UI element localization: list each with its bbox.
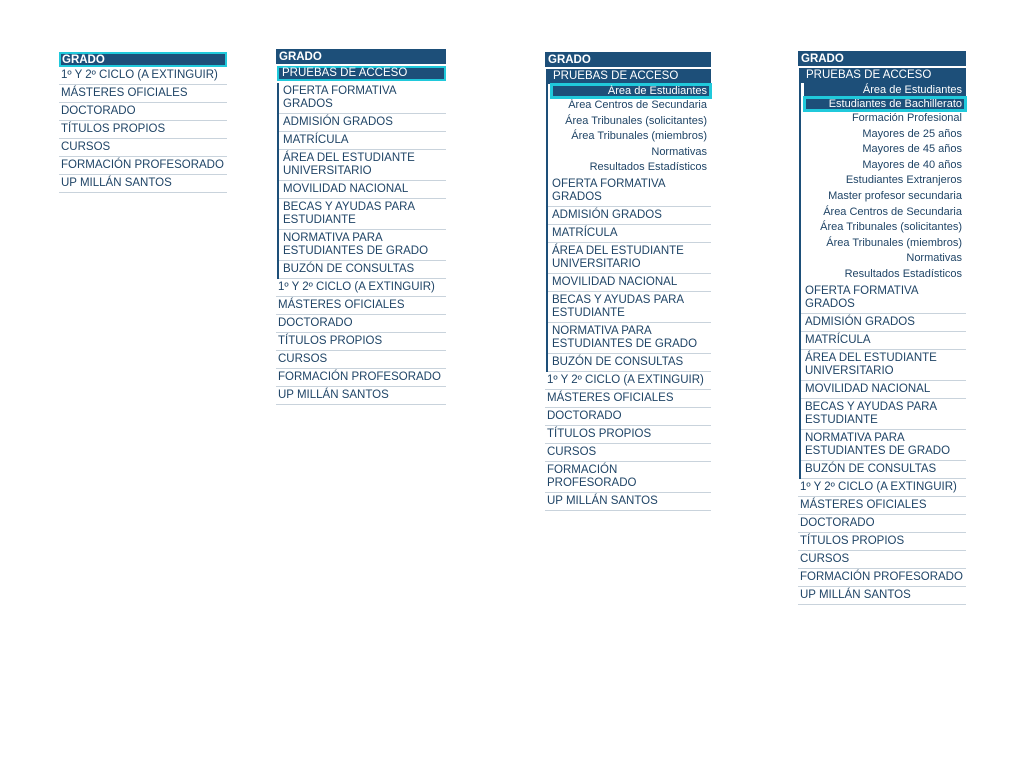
menu-buzon[interactable]: BUZÓN DE CONSULTAS bbox=[801, 461, 966, 479]
menu-area-estudiante[interactable]: ÁREA DEL ESTUDIANTE UNIVERSITARIO bbox=[548, 243, 711, 274]
menu-ciclo[interactable]: 1º Y 2º CICLO (A EXTINGUIR) bbox=[545, 372, 711, 390]
menu-grado[interactable]: GRADO bbox=[798, 51, 966, 66]
menu-up[interactable]: UP MILLÁN SANTOS bbox=[59, 175, 227, 193]
menu-up[interactable]: UP MILLÁN SANTOS bbox=[276, 387, 446, 405]
menu-estudiantes-bachillerato[interactable]: Estudiantes de Bachillerato bbox=[804, 97, 966, 111]
menu-doctorado[interactable]: DOCTORADO bbox=[59, 103, 227, 121]
menu-movilidad[interactable]: MOVILIDAD NACIONAL bbox=[801, 381, 966, 399]
menu-titulos[interactable]: TÍTULOS PROPIOS bbox=[545, 426, 711, 444]
menu-extranjeros[interactable]: Estudiantes Extranjeros bbox=[845, 174, 962, 187]
menu-master-profesor[interactable]: Master profesor secundaria bbox=[828, 189, 962, 202]
menu-doctorado[interactable]: DOCTORADO bbox=[545, 408, 711, 426]
menu-cursos[interactable]: CURSOS bbox=[59, 139, 227, 157]
menu-admision[interactable]: ADMISIÓN GRADOS bbox=[548, 207, 711, 225]
menu-doctorado[interactable]: DOCTORADO bbox=[276, 315, 446, 333]
menu-admision[interactable]: ADMISIÓN GRADOS bbox=[279, 114, 446, 132]
menu-masteres[interactable]: MÁSTERES OFICIALES bbox=[59, 85, 227, 103]
menu-area-estudiante[interactable]: ÁREA DEL ESTUDIANTE UNIVERSITARIO bbox=[279, 150, 446, 181]
menu-movilidad[interactable]: MOVILIDAD NACIONAL bbox=[548, 274, 711, 292]
menu-grado[interactable]: GRADO bbox=[276, 49, 446, 64]
menu-up[interactable]: UP MILLÁN SANTOS bbox=[545, 493, 711, 511]
pruebas-submenu bbox=[804, 83, 966, 283]
menu-grado[interactable]: GRADO bbox=[545, 52, 711, 67]
menu-resultados[interactable]: Resultados Estadísticos bbox=[589, 161, 707, 174]
menu-ciclo[interactable]: 1º Y 2º CICLO (A EXTINGUIR) bbox=[276, 279, 446, 297]
menu-normativa[interactable]: NORMATIVA PARA ESTUDIANTES DE GRADO bbox=[548, 323, 711, 354]
menu-tribunales-miembros[interactable]: Área Tribunales (miembros) bbox=[826, 236, 962, 249]
menu-pruebas[interactable]: PRUEBAS DE ACCESO bbox=[548, 69, 711, 84]
menu-masteres[interactable]: MÁSTERES OFICIALES bbox=[798, 497, 966, 515]
menu-pruebas[interactable]: PRUEBAS DE ACCESO bbox=[277, 66, 446, 81]
menu-mayores-25[interactable]: Mayores de 25 años bbox=[862, 127, 962, 140]
menu-becas[interactable]: BECAS Y AYUDAS PARA ESTUDIANTE bbox=[801, 399, 966, 430]
grado-submenu bbox=[277, 83, 446, 279]
menu-formacion[interactable]: FORMACIÓN PROFESORADO bbox=[276, 369, 446, 387]
pruebas-submenu bbox=[551, 84, 711, 176]
menu-tribunales-solicitantes[interactable]: Área Tribunales (solicitantes) bbox=[565, 114, 707, 127]
menu-formacion[interactable]: FORMACIÓN PROFESORADO bbox=[59, 157, 227, 175]
menu-pruebas[interactable]: PRUEBAS DE ACCESO bbox=[801, 68, 966, 83]
menu-matricula[interactable]: MATRÍCULA bbox=[279, 132, 446, 150]
menu-up[interactable]: UP MILLÁN SANTOS bbox=[798, 587, 966, 605]
menu-admision[interactable]: ADMISIÓN GRADOS bbox=[801, 314, 966, 332]
menu-cursos[interactable]: CURSOS bbox=[545, 444, 711, 462]
menu-oferta[interactable]: OFERTA FORMATIVA GRADOS bbox=[279, 83, 446, 114]
menu-state-1 bbox=[59, 52, 227, 193]
menu-normativas[interactable]: Normativas bbox=[906, 252, 962, 265]
menu-state-4 bbox=[798, 51, 966, 605]
grado-submenu bbox=[799, 68, 966, 479]
menu-becas[interactable]: BECAS Y AYUDAS PARA ESTUDIANTE bbox=[279, 199, 446, 230]
menu-grado[interactable]: GRADO bbox=[59, 52, 227, 67]
menu-area-estudiantes[interactable]: Área de Estudiantes bbox=[551, 84, 711, 98]
menu-ciclo[interactable]: 1º Y 2º CICLO (A EXTINGUIR) bbox=[798, 479, 966, 497]
menu-buzon[interactable]: BUZÓN DE CONSULTAS bbox=[548, 354, 711, 372]
menu-normativas[interactable]: Normativas bbox=[651, 145, 707, 158]
menu-mayores-40[interactable]: Mayores de 40 años bbox=[862, 158, 962, 171]
menu-state-3 bbox=[545, 52, 711, 511]
menu-ciclo[interactable]: 1º Y 2º CICLO (A EXTINGUIR) bbox=[59, 67, 227, 85]
menu-formacion[interactable]: FORMACIÓN PROFESORADO bbox=[545, 462, 711, 493]
menu-masteres[interactable]: MÁSTERES OFICIALES bbox=[545, 390, 711, 408]
menu-doctorado[interactable]: DOCTORADO bbox=[798, 515, 966, 533]
menu-titulos[interactable]: TÍTULOS PROPIOS bbox=[798, 533, 966, 551]
grado-submenu bbox=[546, 69, 711, 372]
menu-oferta[interactable]: OFERTA FORMATIVA GRADOS bbox=[801, 283, 966, 314]
menu-mayores-45[interactable]: Mayores de 45 años bbox=[862, 143, 962, 156]
menu-matricula[interactable]: MATRÍCULA bbox=[548, 225, 711, 243]
menu-becas[interactable]: BECAS Y AYUDAS PARA ESTUDIANTE bbox=[548, 292, 711, 323]
menu-tribunales-miembros[interactable]: Área Tribunales (miembros) bbox=[571, 130, 707, 143]
menu-titulos[interactable]: TÍTULOS PROPIOS bbox=[59, 121, 227, 139]
menu-formacion-profesional[interactable]: Formación Profesional bbox=[851, 112, 962, 124]
menu-tribunales-solicitantes[interactable]: Área Tribunales (solicitantes) bbox=[820, 221, 962, 234]
menu-titulos[interactable]: TÍTULOS PROPIOS bbox=[276, 333, 446, 351]
menu-movilidad[interactable]: MOVILIDAD NACIONAL bbox=[279, 181, 446, 199]
menu-normativa[interactable]: NORMATIVA PARA ESTUDIANTES DE GRADO bbox=[801, 430, 966, 461]
menu-buzon[interactable]: BUZÓN DE CONSULTAS bbox=[279, 261, 446, 279]
menu-state-2 bbox=[276, 49, 446, 405]
menu-matricula[interactable]: MATRÍCULA bbox=[801, 332, 966, 350]
menu-normativa[interactable]: NORMATIVA PARA ESTUDIANTES DE GRADO bbox=[279, 230, 446, 261]
menu-area-estudiante[interactable]: ÁREA DEL ESTUDIANTE UNIVERSITARIO bbox=[801, 350, 966, 381]
menu-formacion[interactable]: FORMACIÓN PROFESORADO bbox=[798, 569, 966, 587]
menu-area-estudiantes[interactable]: Área de Estudiantes bbox=[804, 83, 966, 97]
menu-resultados[interactable]: Resultados Estadísticos bbox=[844, 267, 962, 280]
menu-masteres[interactable]: MÁSTERES OFICIALES bbox=[276, 297, 446, 315]
menu-cursos[interactable]: CURSOS bbox=[798, 551, 966, 569]
menu-cursos[interactable]: CURSOS bbox=[276, 351, 446, 369]
menu-area-centros[interactable]: Área Centros de Secundaria bbox=[568, 99, 707, 111]
menu-oferta[interactable]: OFERTA FORMATIVA GRADOS bbox=[548, 176, 711, 207]
menu-area-centros[interactable]: Área Centros de Secundaria bbox=[823, 205, 962, 218]
